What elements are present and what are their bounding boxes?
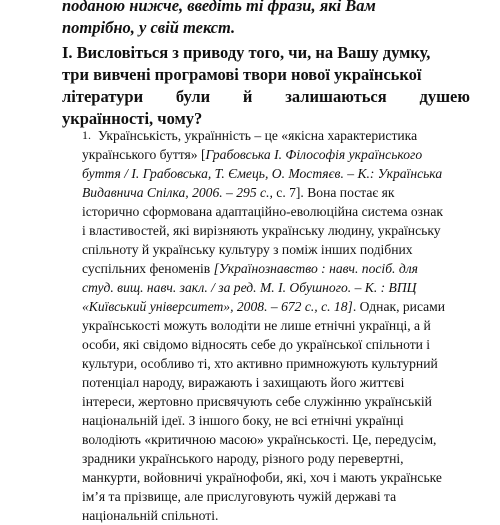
paragraph-line: потенціал народу, виражають і захищають його життєві xyxy=(82,375,405,390)
question-word: були xyxy=(175,87,211,106)
paragraph-line: інтереси, жертовно присвячують себе служінню українській xyxy=(82,394,432,409)
question-line-4: українності, чому? xyxy=(62,109,203,128)
paragraph-line: і властивостей, які вирізняють українську людину, українську xyxy=(82,223,441,238)
question-line-2: три вивчені програмові твори нової української xyxy=(62,65,422,84)
intro-line-2: потрібно, у свій текст. xyxy=(62,18,236,37)
paragraph-line: суспільних феноменів [Українознавство : навч. посіб. для xyxy=(82,261,418,276)
paragraph-line: національній ідеї. З іншого боку, не всі етнічні українці xyxy=(82,413,404,428)
intro-line-1: поданою нижче, введіть ті фрази, які Вам xyxy=(62,0,376,15)
paragraph-line: історично сформована адаптаційно-еволюційна система ознак xyxy=(82,204,443,219)
paragraph-line: національній спільноті. xyxy=(82,508,219,523)
question-line-3 xyxy=(62,86,470,108)
question-word: літератури xyxy=(62,87,144,106)
question-word: залишаються xyxy=(285,87,387,106)
paragraph-line: «Київський університет», 2008. – 672 с., с. 18]. Однак, рисами xyxy=(82,299,446,314)
paragraph-line: манкурти, войовничі українофоби, які, хоч і мають українське xyxy=(82,470,442,485)
paragraph-line: ім’я та прізвище, але прислуговують чужій державі та xyxy=(82,489,397,504)
paragraph-number: 1. xyxy=(82,128,91,142)
paragraph-line: Видавнича Спілка, 2006. – 295 с., с. 7]. Вона постає як xyxy=(82,185,395,200)
paragraph-line: володіють «критичною масою» українськості. Це, передусім, xyxy=(82,432,437,447)
question-word: душею xyxy=(419,87,470,106)
paragraph-line: Українськість, українність – це «якісна характеристика xyxy=(98,128,418,143)
paragraph-line: українського буття» [Грабовська І. Філософія українського xyxy=(82,147,423,162)
paragraph-line: спільноту й українську культуру з поміж інших подібних xyxy=(82,242,413,257)
question-line-1: І. Висловіться з приводу того, чи, на Вашу думку, xyxy=(62,43,431,62)
question-word: й xyxy=(242,87,253,106)
paragraph-line: зрадники українського народу, різного роду перевертні, xyxy=(82,451,404,466)
paragraph-line: культури, особливо ті, хто активно примножують культурний xyxy=(82,356,438,371)
paragraph-line: українськості можуть володіти не лише етнічні українці, а й xyxy=(82,318,431,333)
paragraph-line: особи, які свідомо відносять себе до української спільноти і xyxy=(82,337,431,352)
paragraph-line: буття / І. Грабовська, Т. Ємець, О. Мостяєв. – К.: Українська xyxy=(82,166,443,181)
paragraph-line: студ. вищ. навч. закл. / за ред. М. І. Обушного. – К. : ВПЦ xyxy=(82,280,417,295)
